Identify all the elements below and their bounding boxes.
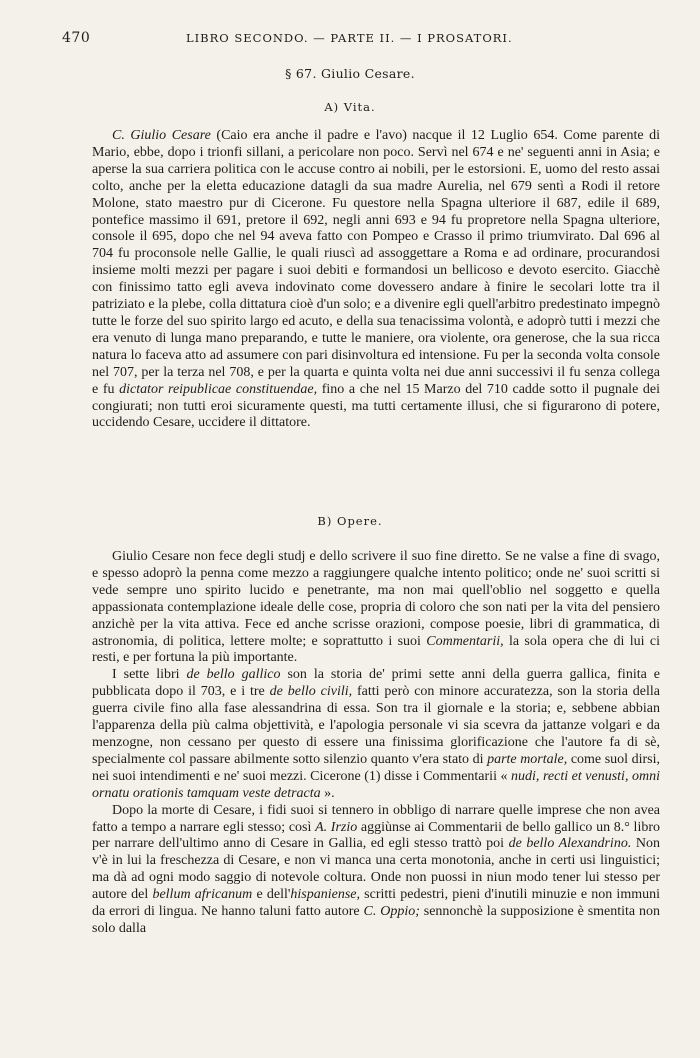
paragraph [92, 803, 660, 938]
text-span: ». [320, 785, 335, 801]
text-span: e dell' [252, 887, 291, 903]
running-header [62, 30, 640, 50]
text-span-italic: de bello Alexandrino. [508, 836, 632, 852]
text-span-italic: A. Irzio [315, 819, 358, 835]
text-span-italic: parte mortale, [487, 751, 568, 767]
text-span-italic: hispaniense, [290, 887, 360, 903]
text-span-italic: C. Oppio; [363, 904, 420, 920]
running-title: LIBRO SECONDO. — PARTE II. — I PROSATORI. [186, 31, 513, 45]
paragraph [92, 128, 660, 432]
text-span-italic: nudi, recti et venusti, omni ornatu orationis tamquam veste detracta [92, 768, 660, 801]
text-span: I sette libri [112, 667, 187, 683]
paragraph [92, 667, 660, 802]
page-number: 470 [62, 30, 91, 46]
subheading-vita: A) Vita. [324, 100, 376, 114]
text-span: come suol dirsi, nei suoi intendimenti e ne' suoi mezzi. Cicerone (1) disse i Commentarii « [92, 751, 660, 784]
text-span: la sola opera che di lui ci resti, e per fortuna la più importante. [92, 633, 660, 666]
text-span-italic: bellum africanum [152, 887, 253, 903]
text-span: fino a che nel 15 Marzo del 710 cadde sotto il pugnale dei congiurati; non tutti eroi sicuramente questi, ma tutti certamente illusi, che si figurarono di potere, uccidendo Cesare, uccidere il dittatore. [92, 381, 660, 431]
paragraph [92, 549, 660, 667]
subheading-opere: B) Opere. [317, 514, 383, 528]
text-block-opere [92, 549, 660, 938]
text-span: sennonchè la supposizione è smentita non solo dalla [92, 904, 661, 936]
text-span: aggiùnse ai Commentarii de bello gallico un 8.° libro per narrare dell'ultimo anno di Cesare in Gallia, ed egli stesso trattò poi [92, 819, 660, 852]
section-heading: § 67. Giulio Cesare. [285, 66, 415, 81]
text-span: Non v'è in lui la freschezza di Cesare, e non vi manca una certa monotonia, anche in certi usi linguistici; ma dà ad ogni modo saggio di notevole coltura. Onde non puossi in niun modo tener lui stesso per autore del [92, 836, 660, 903]
text-span-italic: C. Giulio Cesare [112, 128, 211, 143]
text-span: son la storia de' primi sette anni della guerra gallica, finita e pubblicata dopo il 703, e i tre [92, 667, 660, 700]
text-span: (Caio era anche il padre e l'avo) nacque il 12 Luglio 654. Come parente di Mario, ebbe, dopo i trionfi sillani, a pericolare non poco. Servì nel 674 e ne' seguenti anni in Asia; e aperse la sua carriera politica con le accuse contro ai nobili, per le estorsioni. E, uomo del resto assai colto, anche per la eletta educazione datagli da sua madre Aurelia, nel 679 sentì a Rodi il retore Molone, stato maestro pur di Cicerone. Fu questore nella Spagna ulteriore il 687, edile il 689, pontefice massimo il 691, pretore il 692, negli anni 693 e 94 fu propretore nella Spagna ulteriore, console il 695, dopo che nel 94 aveva fatto con Pompeo e Crasso il primo triumvirato. Dal 696 al 704 fu proconsole nelle Gallie, le quali riuscì ad assoggettare a Roma e ad ordinare, procurandosi insieme molti mezzi per pagare i suoi debiti e formandosi un bellicoso e devoto esercito. Giacchè con finissimo tatto egli aveva indovinato come dovessero andare à finire le secolari lotte tra il patriziato e la plebe, colla dittatura cioè d'un solo; e a divenire egli quell'arbitro predestinato impegnò tutte le forze del suo spirito largo ed acuto, e della sua tenacissima volontà, e adoprò tutti i mezzi che era venuto di lunga mano preparando, e tutte le maniere, ora violente, ora generose, che la sua ricca natura lo faceva atto ad assumere con pari disinvoltura ed intensione. Fu per la seconda volta console nel 707, per la terza nel 708, e per la quarta e quinta volta nei due anni successivi il fu senza collega e fu [92, 128, 661, 397]
text-span: Dopo la morte di Cesare, i fidi suoi si tennero in obbligo di narrare quelle imprese che non avea fatto a tempo a narrare egli stesso; così [92, 802, 660, 835]
text-span-italic: de bello civili, [269, 684, 353, 700]
text-block-vita [92, 128, 660, 432]
text-span-italic: dictator reipublicae constituendae, [119, 381, 318, 397]
text-span: Giulio Cesare non fece degli studj e dello scrivere il suo fine diretto. Se ne valse a fine di svago, e spesso adoprò la penna come mezzo a raggiungere qualche intento politico; onde ne' suoi scritti si vede sempre uno spirito lucido e penetrante, ma non mai quell'oblio nel soggetto e quella appassionata contemplazione ideale delle cose, propria di coloro che son nati per la vita del pensiero anzichè per la vita attiva. Fece ed anche scrisse orazioni, compose poesie, libri di grammatica, di astronomia, di politica, lettere molte; e soprattutto i suoi [92, 549, 660, 649]
text-span: scritti pedestri, pieni d'inutili minuzie e non immuni da errori di lingua. Ne hanno taluni fatto autore [92, 887, 660, 920]
text-span-italic: Commentarii, [426, 633, 504, 649]
text-span: fatti però con minore accuratezza, son la storia della guerra civile fino alla fase alessandrina di essa. Son tra il giornale e la storia; e, sebbene abbian l'apparenza della più calma objettività, e l'apologia personale vi sia scevra da jattanze volgari e da menzogne, non cessano per questo di essere una finissima glorificazione che l'autore fa di sè, specialmente col passare abilmente sotto silenzio quanto v'era stato di [92, 684, 660, 767]
text-span-italic: de bello gallico [186, 667, 281, 683]
